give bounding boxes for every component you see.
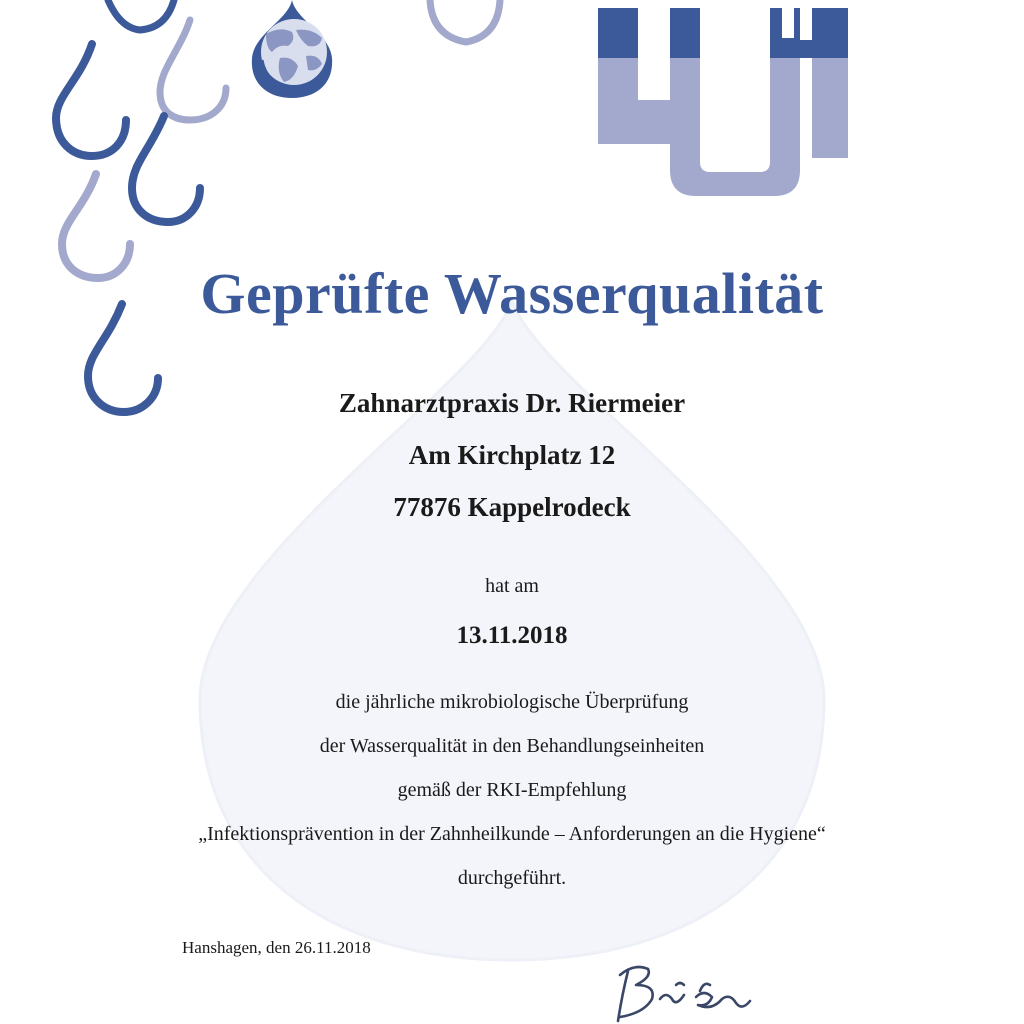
- globe-icon: [252, 0, 332, 98]
- exam-date: 13.11.2018: [456, 622, 568, 649]
- body-line: „Infektionsprävention in der Zahnheilkunde – Anforderungen an die Hygiene“: [198, 823, 826, 845]
- body-line: durchgeführt.: [457, 867, 567, 889]
- practice-city: 77876 Kappelrodeck: [393, 492, 631, 522]
- intro-text: hat am: [485, 575, 539, 597]
- body-line: gemäß der RKI-Empfehlung: [397, 779, 627, 801]
- certificate-title: Geprüfte Wasserqualität: [200, 261, 824, 326]
- lu-logo-icon: [598, 8, 848, 196]
- practice-name: Zahnarztpraxis Dr. Riermeier: [338, 388, 686, 418]
- place-date: Hanshagen, den 26.11.2018: [182, 938, 371, 957]
- body-line: die jährliche mikrobiologische Überprüfung: [335, 691, 689, 713]
- body-line: der Wasserqualität in den Behandlungseinheiten: [319, 735, 705, 757]
- handwritten-signature: [600, 955, 800, 1024]
- practice-street: Am Kirchplatz 12: [408, 440, 616, 470]
